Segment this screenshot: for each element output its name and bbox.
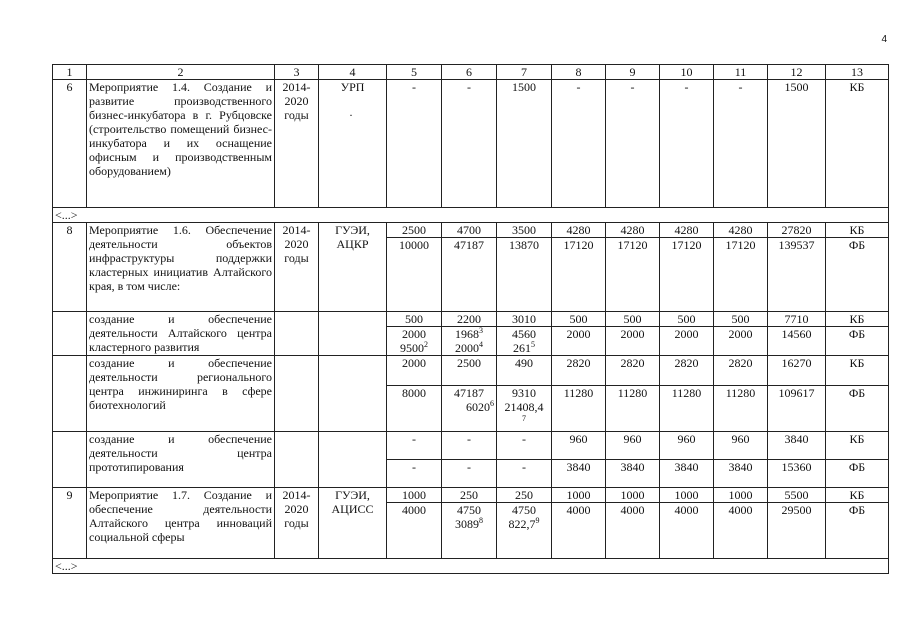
value-text: 3089 [455,517,479,531]
value-cell: - [442,80,497,208]
value-cell: 5500 [768,488,826,503]
value-cell: 14560 [768,327,826,356]
value-line: 47187 [454,386,484,400]
value-line: 4750 [457,503,481,517]
header-cell: 12 [768,65,826,80]
value-cell: 4280 [714,223,768,238]
value-text: 9500 [400,341,424,355]
value-cell: - [714,80,768,208]
source-cell: КБ [826,356,889,386]
value-text: 2000 [455,341,479,355]
value-cell: - [387,432,442,460]
header-cell: 3 [275,65,319,80]
source-cell: КБ [826,312,889,327]
table-row [53,432,889,460]
value-cell: 11280 [714,386,768,432]
value-line: 21408,4 [504,400,544,414]
header-cell: 7 [497,65,552,80]
value-cell: 2820 [714,356,768,386]
value-text: 822,7 [508,517,536,531]
value-line: 9310 [512,386,536,400]
source-cell: КБ [826,223,889,238]
empty-cell [319,432,387,488]
header-cell: 6 [442,65,497,80]
period-cell: 2014-2020 годы [275,80,319,208]
value-cell: 16270 [768,356,826,386]
value-cell: 4280 [552,223,606,238]
value-cell: 960 [606,432,660,460]
value-cell: 3840 [606,460,660,488]
value-cell: 1500 [497,80,552,208]
value-cell: - [387,80,442,208]
value-cell: - [442,460,497,488]
value-cell: 27820 [768,223,826,238]
value-cell: 500 [606,312,660,327]
value-cell: 11280 [606,386,660,432]
value-cell: 17120 [714,238,768,312]
value-cell: 1000 [606,488,660,503]
value-text: 261 [513,341,531,355]
value-cell [497,327,552,356]
measure-title: Мероприятие 1.6. Обеспечение деятельности объектов инфраструктуры поддержки кластерных инициатив Алтайского края, в том числе: [87,223,275,312]
measure-title: Мероприятие 1.4. Создание и развитие производственного бизнес-инкубатора в г. Рубцовске (строительство помещений бизнес-инкубатора и их оснащение офисным и производственным оборудованием) [87,80,275,208]
value-line: 4560 [512,327,536,341]
value-cell: 11280 [552,386,606,432]
value-cell: 4700 [442,223,497,238]
value-cell: 4280 [660,223,714,238]
executor-cell [319,80,387,208]
executor-cell: ГУЭИ, АЦИСС [319,488,387,559]
sub-measure-title: создание и обеспечение деятельности Алтайского центра кластерного развития [87,312,275,356]
header-cell: 2 [87,65,275,80]
value-cell: 2820 [552,356,606,386]
source-cell: ФБ [826,503,889,559]
value-cell: 490 [497,356,552,386]
row-number: 9 [53,488,87,559]
value-line [389,341,439,355]
header-cell: 4 [319,65,387,80]
ellipsis-text: <...> [53,559,889,574]
measure-title: Мероприятие 1.7. Создание и обеспечение деятельности Алтайского центра инноваций социальной сферы [87,488,275,559]
footnote-mark: 6 [490,399,494,408]
footnote-mark: 9 [535,516,540,525]
source-cell: КБ [826,80,889,208]
value-cell: 2000 [660,327,714,356]
value-cell: 3840 [714,460,768,488]
value-cell: 3840 [660,460,714,488]
header-cell: 8 [552,65,606,80]
value-cell: 2000 [714,327,768,356]
value-line: 4750 [512,503,536,517]
value-cell: 1000 [660,488,714,503]
executor-name: УРП [340,80,365,94]
empty-cell [53,432,87,488]
value-cell: 2500 [442,356,497,386]
value-cell: 1000 [387,488,442,503]
footnote-mark: 8 [479,516,483,525]
value-cell: 250 [497,488,552,503]
value-cell: 2000 [606,327,660,356]
value-cell: - [387,460,442,488]
ellipsis-text: <...> [53,208,889,223]
table-row [53,488,889,503]
value-cell: 4000 [660,503,714,559]
table-row [53,223,889,238]
value-line [444,400,494,414]
source-cell: ФБ [826,460,889,488]
footnote-mark: 3 [479,326,483,335]
value-cell [497,386,552,432]
period-cell: 2014-2020 годы [275,488,319,559]
value-cell: - [606,80,660,208]
value-cell: 17120 [660,238,714,312]
empty-cell [275,312,319,356]
value-text: 6020 [466,400,490,414]
source-cell: КБ [826,432,889,460]
value-cell: - [442,432,497,460]
column-number-row [53,65,889,80]
value-cell [442,503,497,559]
value-cell: 8000 [387,386,442,432]
value-cell [442,386,497,432]
value-cell: - [660,80,714,208]
value-cell: 109617 [768,386,826,432]
table-row [53,312,889,327]
value-cell: 250 [442,488,497,503]
value-cell: 7710 [768,312,826,327]
header-cell: 1 [53,65,87,80]
header-cell: 11 [714,65,768,80]
sub-measure-title: создание и обеспечение деятельности центра прототипирования [87,432,275,488]
source-cell: ФБ [826,386,889,432]
omitted-rows-marker [53,208,889,223]
sub-measure-title: создание и обеспечение деятельности регионального центра инжиниринга в сфере биотехнологий [87,356,275,432]
source-cell: ФБ [826,238,889,312]
value-cell: 1000 [552,488,606,503]
value-cell: 500 [387,312,442,327]
value-cell: 960 [552,432,606,460]
value-cell: - [497,432,552,460]
value-line [444,517,494,531]
value-cell: 29500 [768,503,826,559]
value-cell: 500 [660,312,714,327]
omitted-rows-marker [53,559,889,574]
value-cell: 2200 [442,312,497,327]
value-cell: 10000 [387,238,442,312]
row-number: 6 [53,80,87,208]
value-cell: 17120 [552,238,606,312]
value-cell: 4000 [714,503,768,559]
value-cell: 1500 [768,80,826,208]
value-cell: 2000 [387,356,442,386]
value-line [499,517,549,531]
footnote-mark: 2 [424,340,428,349]
source-cell: ФБ [826,327,889,356]
value-cell [387,327,442,356]
value-cell: 2820 [606,356,660,386]
value-cell: 13870 [497,238,552,312]
empty-cell [53,356,87,432]
footnote-mark: 5 [531,340,535,349]
empty-cell [275,356,319,432]
value-cell: - [552,80,606,208]
header-cell: 5 [387,65,442,80]
value-cell: 2500 [387,223,442,238]
stray-mark: · [349,108,353,122]
source-cell: КБ [826,488,889,503]
value-cell: 960 [660,432,714,460]
value-line: 2000 [402,327,426,341]
value-cell: 47187 [442,238,497,312]
executor-cell: ГУЭИ, АЦКР [319,223,387,312]
value-cell: 1000 [714,488,768,503]
program-measures-table [52,64,889,574]
period-cell: 2014-2020 годы [275,223,319,312]
footnote-mark: 7 [522,414,526,423]
value-cell: 500 [552,312,606,327]
value-cell: 4280 [606,223,660,238]
value-cell: 15360 [768,460,826,488]
value-cell: 139537 [768,238,826,312]
header-cell: 10 [660,65,714,80]
value-cell: 4000 [552,503,606,559]
table-row [53,80,889,208]
value-cell [442,327,497,356]
value-cell: 2820 [660,356,714,386]
value-cell: 3840 [552,460,606,488]
value-cell: - [497,460,552,488]
empty-cell [275,432,319,488]
value-cell: 4000 [606,503,660,559]
value-cell: 3840 [768,432,826,460]
value-cell [497,503,552,559]
value-cell: 17120 [606,238,660,312]
value-cell: 960 [714,432,768,460]
value-line [444,327,494,341]
header-cell: 13 [826,65,889,80]
header-cell: 9 [606,65,660,80]
value-line [444,341,494,355]
value-cell: 3500 [497,223,552,238]
footnote-mark: 4 [479,340,483,349]
value-cell: 4000 [387,503,442,559]
value-cell: 2000 [552,327,606,356]
row-number: 8 [53,223,87,312]
empty-cell [319,312,387,356]
empty-cell [53,312,87,356]
page-number: 4 [881,34,887,45]
value-cell: 3010 [497,312,552,327]
value-cell: 500 [714,312,768,327]
value-line [499,341,549,355]
table-row [53,356,889,386]
empty-cell [319,356,387,432]
value-text: 1968 [455,327,479,341]
value-cell: 11280 [660,386,714,432]
